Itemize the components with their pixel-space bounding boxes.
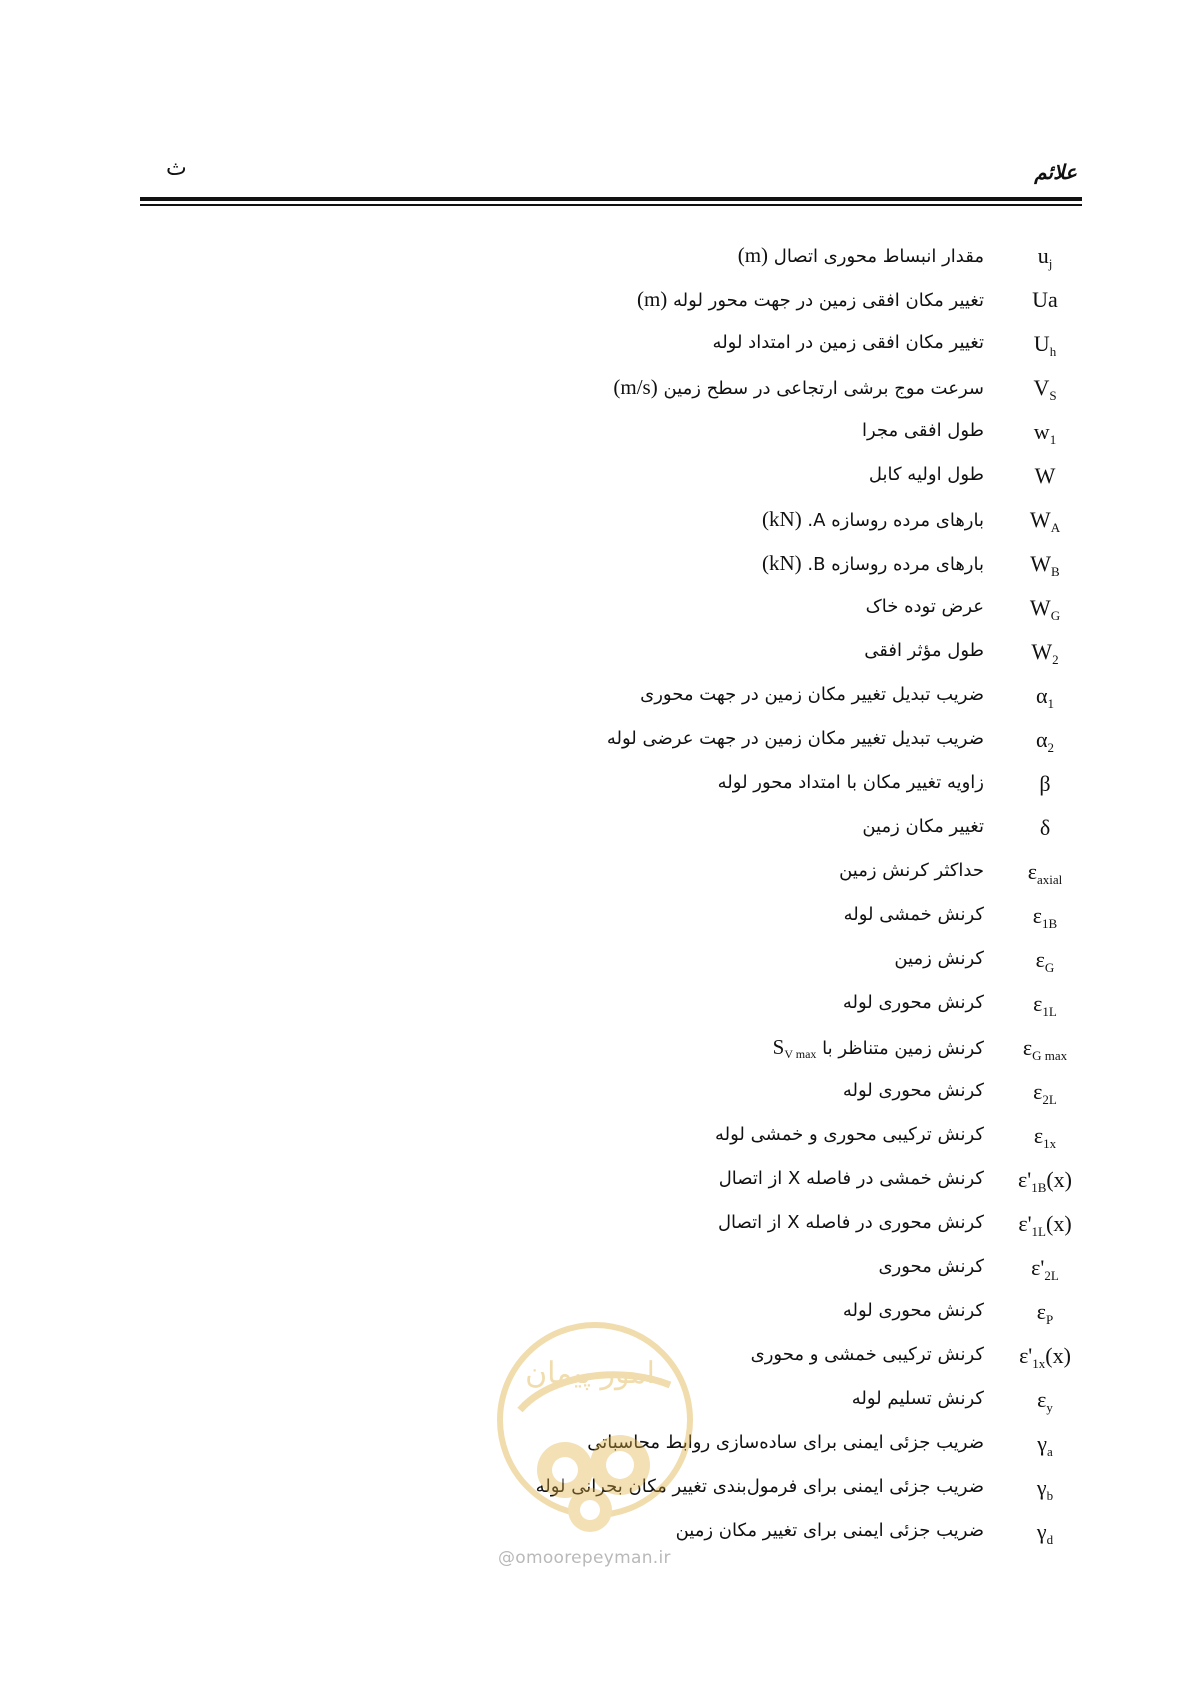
symbol-definition	[843, 1076, 984, 1106]
symbol-subscript: a	[1046, 1444, 1053, 1459]
symbol	[1000, 506, 1090, 542]
symbol-main: W	[1034, 463, 1056, 488]
symbol-row	[0, 1294, 1191, 1338]
definition-text: بارهای مرده روسازه A.	[807, 510, 984, 531]
symbol-row	[0, 238, 1191, 282]
symbol-main: γ	[1037, 1431, 1047, 1456]
symbol-row	[0, 854, 1191, 898]
symbol	[1000, 462, 1090, 490]
symbol-main: β	[1039, 771, 1051, 796]
definition-text: تغییر مکان افقی زمین در جهت محور لوله	[673, 290, 984, 311]
symbol-row	[0, 634, 1191, 678]
symbol-main: ε	[1037, 1387, 1047, 1412]
definition-text: ضریب جزئی ایمنی برای فرمول‌بندی تغییر مکان بحرانی لوله	[535, 1476, 984, 1497]
section-title: علائم	[1034, 160, 1077, 184]
symbol-main: γ	[1036, 1519, 1047, 1544]
symbol-row	[0, 1250, 1191, 1294]
symbol-definition	[843, 1296, 984, 1326]
symbol	[1000, 242, 1090, 278]
definition-text: کرنش محوری	[878, 1256, 984, 1277]
symbol-subscript: G max	[1032, 1048, 1068, 1063]
symbol-subscript: axial	[1036, 872, 1063, 887]
symbol-definition	[536, 1472, 984, 1502]
symbol	[1000, 418, 1090, 454]
symbol-definition	[718, 768, 984, 798]
symbol-subscript: G	[1044, 960, 1055, 975]
symbol-definition	[866, 592, 984, 622]
symbol-main: α	[1035, 683, 1048, 708]
watermark-logo-text: امور پیمان	[525, 1356, 655, 1391]
symbol-subscript: y	[1046, 1400, 1053, 1415]
definition-text: حداکثر کرنش زمین	[839, 860, 984, 881]
symbol-subscript: 1L	[1042, 1004, 1057, 1019]
symbol-row	[0, 986, 1191, 1030]
symbol-definition	[715, 1120, 984, 1150]
definition-text: کرنش محوری لوله	[842, 992, 984, 1013]
symbol-row	[0, 1338, 1191, 1382]
symbol-main: ε	[1036, 1299, 1046, 1324]
symbol	[1000, 1342, 1090, 1378]
symbol-definition	[878, 1252, 984, 1282]
symbol-subscript: 2	[1052, 652, 1059, 667]
symbol-main: γ	[1036, 1475, 1047, 1500]
symbol-subscript: 1	[1049, 432, 1057, 447]
symbol-subscript: A	[1050, 520, 1061, 535]
symbol-subscript: 1B	[1042, 916, 1058, 931]
symbol-row	[0, 1426, 1191, 1470]
symbol	[1000, 1254, 1090, 1290]
symbol	[1000, 1122, 1090, 1158]
symbol-subscript: h	[1049, 344, 1057, 359]
symbol	[1000, 990, 1090, 1026]
definition-unit: (kN)	[762, 551, 802, 575]
symbol	[1000, 726, 1090, 762]
symbol-row	[0, 898, 1191, 942]
definition-text: کرنش خمشی لوله	[843, 904, 984, 925]
header-rule-thin	[140, 204, 1082, 206]
definition-unit: (m)	[636, 287, 668, 311]
symbol-row	[0, 678, 1191, 722]
definition-text: عرض توده خاک	[865, 596, 984, 617]
definition-symbol	[773, 1035, 817, 1059]
symbol-argument: (x)	[1045, 1343, 1071, 1368]
symbol	[1000, 814, 1090, 842]
definition-text: کرنش محوری لوله	[842, 1300, 984, 1321]
symbol-row	[0, 282, 1191, 326]
symbol-definition	[852, 1384, 984, 1414]
symbol	[1000, 1386, 1090, 1422]
symbol-main: ε'	[1031, 1255, 1045, 1280]
symbol	[1000, 1518, 1090, 1554]
definition-text: کرنش ترکیبی محوری و خمشی لوله	[715, 1124, 984, 1145]
symbol-subscript: 1B	[1031, 1180, 1047, 1195]
definition-text: تغییر مکان افقی زمین در امتداد لوله	[712, 332, 984, 353]
symbol-subscript: j	[1048, 256, 1053, 271]
definition-text: طول اولیه کابل	[868, 464, 984, 485]
symbol	[1000, 330, 1090, 366]
symbol	[1000, 594, 1090, 630]
symbol-subscript: 2	[1047, 740, 1055, 755]
symbol-main: ε'	[1018, 1211, 1032, 1236]
symbol-subscript: S	[1049, 388, 1057, 403]
symbol-row	[0, 1074, 1191, 1118]
symbol-main: ε	[1033, 1123, 1044, 1148]
symbol-definition	[773, 1032, 984, 1069]
symbol-definition	[713, 328, 984, 358]
symbol-definition	[640, 680, 984, 710]
symbol-main: ε	[1032, 903, 1043, 928]
symbol-definition	[676, 1516, 984, 1546]
symbol-row	[0, 1382, 1191, 1426]
symbol-definition	[762, 504, 984, 536]
symbol-argument: (x)	[1046, 1167, 1073, 1192]
symbol-row	[0, 942, 1191, 986]
symbol-row	[0, 370, 1191, 414]
symbol-main: α	[1035, 727, 1048, 752]
symbol-main: W	[1030, 551, 1052, 576]
symbol-argument: (x)	[1046, 1211, 1072, 1236]
definition-unit: (kN)	[762, 507, 802, 531]
symbol-definition	[869, 460, 984, 490]
symbol-row	[0, 458, 1191, 502]
symbol	[1000, 1430, 1090, 1466]
symbol-row	[0, 810, 1191, 854]
definition-text: کرنش زمین متناظر با	[822, 1038, 984, 1059]
definition-text: کرنش تسلیم لوله	[851, 1388, 984, 1409]
symbol-definition	[637, 284, 984, 316]
symbol-definition	[864, 636, 984, 666]
symbol-definition	[894, 944, 984, 974]
definition-text: تغییر مکان زمین	[862, 816, 984, 837]
definition-text: سرعت موج برشی ارتجاعی در سطح زمین	[663, 378, 984, 399]
symbol-main: δ	[1039, 815, 1051, 840]
definition-text: کرنش ترکیبی خمشی و محوری	[750, 1344, 984, 1365]
symbol-subscript: 1x	[1032, 1356, 1046, 1371]
symbol	[1000, 1078, 1090, 1114]
symbol-subscript: 2L	[1044, 1268, 1059, 1283]
symbol-subscript: B	[1051, 564, 1060, 579]
symbol	[1000, 1474, 1090, 1510]
symbol-definition	[862, 416, 984, 446]
symbol-subscript: d	[1046, 1532, 1054, 1547]
symbol-main: Ua	[1032, 287, 1058, 312]
symbol-main: u	[1037, 243, 1049, 268]
definition-text: طول افقی مجرا	[861, 420, 984, 441]
symbol-subscript: 1x	[1043, 1136, 1057, 1151]
symbol-main: ε	[1033, 991, 1043, 1016]
symbol-main: ε	[1022, 1035, 1033, 1060]
symbol	[1000, 858, 1090, 894]
definition-text: کرنش زمین	[894, 948, 984, 969]
symbol-definition	[844, 900, 984, 930]
symbol	[1000, 374, 1090, 410]
symbol-subscript: 2L	[1042, 1092, 1057, 1107]
watermark-url: @omoorepeyman.ir	[498, 1548, 671, 1568]
symbol-definition	[718, 1208, 984, 1238]
symbol-main: ε	[1027, 859, 1037, 884]
definition-text: ضریب جزئی ایمنی برای ساده‌سازی روابط محاسباتی	[587, 1432, 984, 1453]
page-number: ث	[166, 156, 187, 181]
symbol-subscript: 1	[1047, 696, 1055, 711]
symbol-definition	[587, 1428, 984, 1458]
symbol-main: W	[1031, 639, 1053, 664]
symbol-main: ε'	[1017, 1167, 1032, 1192]
symbol	[1000, 902, 1090, 938]
symbol-main: ε	[1035, 947, 1045, 972]
symbol-main: U	[1033, 331, 1050, 356]
definition-text: مقدار انبساط محوری اتصال	[773, 246, 984, 267]
symbol-subscript: 1L	[1031, 1224, 1046, 1239]
symbol-definition	[751, 1340, 984, 1370]
definition-text: کرنش محوری لوله	[842, 1080, 984, 1101]
symbol-definition	[613, 372, 984, 404]
symbol-definition	[719, 1164, 984, 1194]
symbol-subscript: G	[1050, 608, 1061, 623]
definition-unit: (m/s)	[613, 375, 658, 399]
definition-text: طول مؤثر افقی	[864, 640, 984, 661]
symbol-definition	[738, 240, 984, 272]
header-rule-thick	[140, 197, 1082, 201]
definition-symbol-subscript: V max	[784, 1047, 817, 1061]
symbol	[1000, 770, 1090, 798]
symbol-main: ε'	[1019, 1343, 1033, 1368]
symbol	[1000, 286, 1090, 314]
symbol-subscript: P	[1046, 1312, 1054, 1327]
symbol-main: W	[1029, 507, 1051, 532]
definition-text: کرنش محوری در فاصله X از اتصال	[717, 1212, 984, 1233]
symbol-row	[0, 1470, 1191, 1514]
symbol-main: V	[1033, 375, 1050, 400]
symbol-definition	[762, 548, 984, 580]
symbol	[1000, 1166, 1090, 1202]
symbol	[1000, 1298, 1090, 1334]
symbol	[1000, 946, 1090, 982]
symbol-definition	[607, 724, 984, 754]
symbol-row	[0, 1162, 1191, 1206]
symbol-main: w	[1033, 419, 1050, 444]
symbol-subscript: b	[1046, 1488, 1054, 1503]
symbol-row	[0, 326, 1191, 370]
symbol	[1000, 682, 1090, 718]
symbol-definition	[862, 812, 984, 842]
symbol-definition	[839, 856, 984, 886]
definition-unit: (m)	[737, 243, 769, 267]
symbol-row	[0, 722, 1191, 766]
symbol-row	[0, 1206, 1191, 1250]
definition-text: ضریب جزئی ایمنی برای تغییر مکان زمین	[675, 1520, 984, 1541]
symbol-definition	[843, 988, 984, 1018]
symbol-main: ε	[1033, 1079, 1043, 1104]
symbol-main: W	[1029, 595, 1051, 620]
definition-text: ضریب تبدیل تغییر مکان زمین در جهت عرضی لوله	[606, 728, 984, 749]
symbol-list	[0, 238, 1191, 1558]
symbol-row	[0, 414, 1191, 458]
definition-text: ضریب تبدیل تغییر مکان زمین در جهت محوری	[640, 684, 984, 705]
symbol-row	[0, 766, 1191, 810]
symbol	[1000, 1034, 1090, 1070]
symbol	[1000, 638, 1090, 674]
definition-text: زاویه تغییر مکان با امتداد محور لوله	[717, 772, 984, 793]
symbol	[1000, 550, 1090, 586]
definition-text: بارهای مرده روسازه B.	[807, 554, 984, 575]
definition-text: کرنش خمشی در فاصله X از اتصال	[718, 1168, 984, 1189]
symbol-row	[0, 590, 1191, 634]
definition-symbol-main: S	[772, 1035, 785, 1059]
symbol-row	[0, 546, 1191, 590]
symbol-row	[0, 1118, 1191, 1162]
symbol	[1000, 1210, 1090, 1246]
symbol-row	[0, 1030, 1191, 1074]
symbol-row	[0, 502, 1191, 546]
